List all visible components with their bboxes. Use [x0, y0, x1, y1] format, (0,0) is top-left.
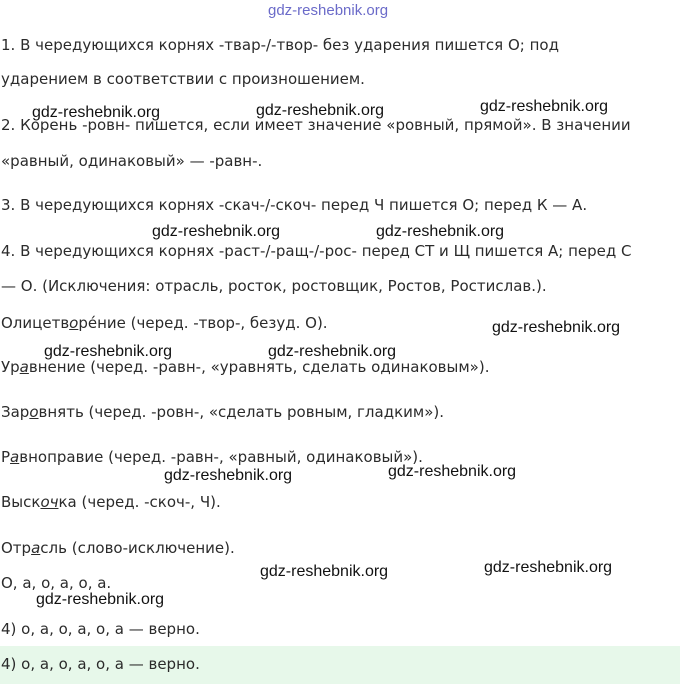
watermark: gdz-reshebnik.org	[388, 463, 517, 480]
letters-line: О, а, о, а, о, а.	[1, 574, 112, 592]
word-5: Выскочка (черед. -скоч-, Ч).	[1, 493, 221, 511]
highlight-letter: а	[10, 448, 20, 466]
highlight-letter: о	[29, 403, 39, 421]
rule-1-line-1: 1. В чередующихся корнях -твар-/-твор- без ударения пишется О; под	[1, 36, 559, 54]
answer-line: 4) о, а, о, а, о, а — верно.	[1, 620, 200, 638]
rule-4-line-1: 4. В чередующихся корнях -раст-/-ращ-/-рос- перед СТ и Щ пишется А; перед С	[1, 242, 632, 260]
rule-2-line-1: 2. Корень -ровн- пишется, если имеет значение «ровный, прямой». В значении	[1, 116, 631, 134]
word-3: Заровнять (черед. -ровн-, «сделать ровным, гладким»).	[1, 403, 444, 421]
word-6: Отрасль (слово-исключение).	[1, 539, 235, 557]
rule-2-line-2: «равный, одинаковый» — -равн-.	[1, 152, 263, 170]
watermark: gdz-reshebnik.org	[256, 102, 385, 119]
watermark: gdz-reshebnik.org	[44, 343, 173, 360]
watermark: gdz-reshebnik.org	[164, 467, 293, 484]
highlight-letter: о	[69, 314, 79, 332]
highlight-letter: а	[19, 358, 29, 376]
watermark: gdz-reshebnik.org	[260, 563, 389, 580]
highlight-letter: оч	[40, 493, 59, 511]
final-answer-box	[0, 646, 680, 684]
rule-1-line-2: ударением в соответствии с произношением.	[1, 70, 365, 88]
watermark: gdz-reshebnik.org	[32, 104, 161, 121]
header-watermark: gdz-reshebnik.org	[268, 2, 389, 19]
watermark: gdz-reshebnik.org	[484, 559, 613, 576]
watermark: gdz-reshebnik.org	[376, 223, 505, 240]
watermark: gdz-reshebnik.org	[480, 98, 609, 115]
watermark: gdz-reshebnik.org	[36, 591, 165, 608]
word-1: Олицетворе́ние (черед. -твор-, безуд. О).	[1, 314, 328, 332]
watermark: gdz-reshebnik.org	[492, 319, 621, 336]
word-2: Уравнение (черед. -равн-, «уравнять, сделать одинаковым»).	[1, 358, 490, 376]
rule-4-line-2: — О. (Исключения: отрасль, росток, ростовщик, Ростов, Ростислав.).	[1, 277, 547, 295]
final-answer-text: 4) о, а, о, а, о, а — верно.	[1, 655, 200, 673]
highlight-letter: а	[31, 539, 41, 557]
watermark: gdz-reshebnik.org	[152, 223, 281, 240]
rule-3: 3. В чередующихся корнях -скач-/-скоч- перед Ч пишется О; перед К — А.	[1, 196, 588, 214]
watermark: gdz-reshebnik.org	[268, 343, 397, 360]
word-4: Равноправие (черед. -равн-, «равный, одинаковый»).	[1, 448, 423, 466]
